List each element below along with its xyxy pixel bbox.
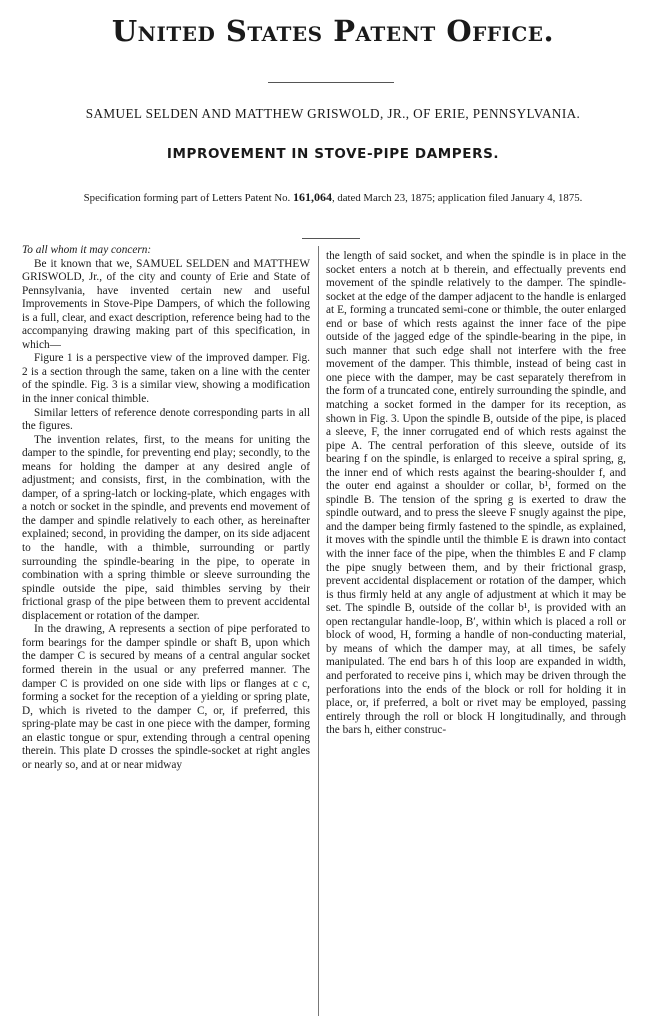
paragraph: In the drawing, A represents a section of pipe perforated to form bearings for the damper spindle or shaft B, upon which the damper C is secured by means of a central angular socket formed therein in the usual or any preferred manner. The damper C is provided on one side with lips or flanges at c c, forming a socket for the reception of a yielding or spring plate, D, which is riveted to the damper C, or, if preferred, this spring-plate may be cast in one piece with the damper, forming an elastic tongue or spur, extending through a central opening therein. This plate D crosses the spindle-socket at right angles or nearly so, and at or near midway	[22, 623, 310, 771]
inventors-line: SAMUEL SELDEN AND MATTHEW GRISWOLD, JR., OF ERIE, PENNSYLVANIA.	[85, 106, 581, 121]
patent-title: IMPROVEMENT IN STOVE-PIPE DAMPERS.	[166, 146, 500, 162]
patent-number: 161,064	[292, 190, 332, 204]
paragraph: The invention relates, first, to the means for uniting the damper to the spindle, for preventing end play; secondly, to the means for holding the damper at any desired angle of adjustment; and consists, first, in the combination, with the damper, of a spring-latch or locking-plate, which engages with a notch or socket in the spindle, and prevents end movement of the damper and spindle relatively to each other, as hereinafter explained; second, in providing the damper, on its side adjacent to the handle, with a thimble, surrounding or partly surrounding the spindle-bearing in the pipe, to operate in combination with a spring thimble or sleeve surrounding the spindle outside the pipe, said thimbles serving by their frictional grasp of the pipe between them to prevent accidental displacement or rotation of the damper.	[22, 433, 310, 622]
paragraph: Similar letters of reference denote corresponding parts in all the figures.	[22, 406, 310, 433]
paragraph: the length of said socket, and when the spindle is in place in the socket enters a notch at b therein, and effectually prevents end movement of the spindle relatively to the damper. The spindle-socket at the edge of the damper adjacent to the handle is enlarged at E, forming a truncated semi-cone or thimble, the outer enlarged end or base of which rests against the inner face of the pipe outside of the jagged edge of the spindle-bearing in the pipe, in such manner that such edge shall not interfere with the free movement of the damper. This thimble, instead of being cast in one piece with the damper, may be cast separately therefrom in the form of a truncated cone, entirely surrounding the spindle, and matching a socket formed in the damper for its reception, as shown in Fig. 3. Upon the spindle B, outside of the pipe, is placed a sleeve, F, the inner corrugated end of which rests against the pipe A. The central perforation of this sleeve, outside of its bearing f on the spindle, is enlarged to receive a spiral spring, g, the inner end of which rests against the bearing-shoulder f, and the outer end against a shoulder or collar, b¹, formed on the spindle B. The tension of the spring g is exerted to draw the spindle outward, and to press the sleeve F snugly against the pipe, and the damper being firmly fastened to the spindle, as explained, it moves with the spindle until the thimble E is drawn into contact with the inner face of the pipe, when the thimbles E and F clamp the pipe snugly between them, and by their frictional grasp, prevent accidental displacement or rotation of the damper, which is thus firmly held at any angle of adjustment at which it may be set. The spindle B, outside of the collar b¹, is provided with an open rectangular handle-loop, B′, within which is placed a roll or block of wood, H, forming a handle of non-conducting material, by means of which the damper may, at all times, be safely manipulated. The end bars h of this loop are expanded in width, and perforated to receive pins i, which may be driven through the perforations into the ends of the block or roll for holding it in place, or, if preferred, a bolt or rivet may be employed, passing entirely through the roll or block H longitudinally, and through the bars h, either construc-	[326, 250, 626, 737]
right-column	[326, 250, 626, 1020]
spec-prefix: Specification forming part of Letters Patent No.	[83, 192, 293, 204]
patent-office-heading: United States Patent Office.	[111, 14, 555, 48]
paragraph: Figure 1 is a perspective view of the improved damper. Fig. 2 is a section through the same, taken on a line with the center of the spindle. Fig. 3 is a similar view, showing a modification in the inner conical thimble.	[22, 352, 310, 406]
paragraph: Be it known that we, SAMUEL SELDEN and MATTHEW GRISWOLD, Jr., of the city and county of Erie and State of Pennsylvania, have invented certain new and useful Improvements in Stove-Pipe Dampers, of which the following is a full, clear, and exact description, reference being had to the accompanying drawing making part of this specification, in which—	[22, 257, 310, 351]
heading-rule	[268, 82, 394, 83]
salutation: To all whom it may concern:	[22, 244, 152, 256]
spec-rule	[302, 238, 360, 239]
specification-line	[30, 190, 636, 206]
left-column	[22, 244, 310, 1014]
column-divider	[318, 246, 319, 1016]
spec-suffix: , dated March 23, 1875; application filed January 4, 1875.	[331, 192, 583, 204]
